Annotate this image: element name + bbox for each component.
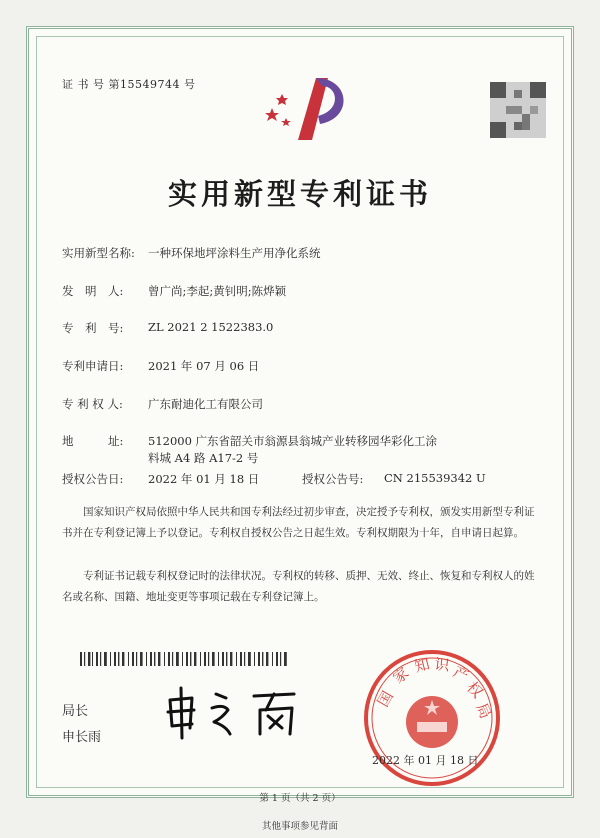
director-name: 申长雨 bbox=[62, 730, 102, 745]
address-value-line1: 512000 广东省韶关市翁源县翁城产业转移园华彩化工涂 bbox=[148, 434, 438, 448]
cnipa-logo-icon bbox=[258, 68, 358, 148]
qr-code-icon bbox=[490, 82, 546, 138]
national-emblem-icon bbox=[406, 696, 458, 748]
page-number: 第 1 页（共 2 页） bbox=[259, 793, 341, 804]
inventor-label: 发 明 人: bbox=[62, 284, 124, 298]
svg-text:家: 家 bbox=[389, 663, 413, 688]
grant-date-label: 授权公告日: bbox=[62, 472, 124, 486]
grant-number-value: CN 215539342 U bbox=[384, 471, 486, 485]
svg-text:知: 知 bbox=[412, 654, 432, 676]
paragraph-grant-statement: 国家知识产权局依照中华人民共和国专利法经过初步审查，决定授予专利权，颁发实用新型专利证书并在专利登记簿上予以登记。专利权自授权公告之日起生效。专利权期限为十年，自申请日起算。 bbox=[62, 506, 535, 539]
svg-text:局: 局 bbox=[472, 700, 495, 722]
patent-number-value: ZL 2021 2 1522383.0 bbox=[148, 320, 274, 334]
utility-name-value: 一种环保地坪涂料生产用净化系统 bbox=[148, 246, 321, 260]
patentee-label: 专 利 权 人: bbox=[62, 397, 123, 411]
certificate-number: 证 书 号 第15549744 号 bbox=[62, 78, 196, 91]
filing-date-label: 专利申请日: bbox=[62, 359, 124, 373]
patentee-value: 广东耐迪化工有限公司 bbox=[148, 397, 263, 411]
svg-text:国: 国 bbox=[373, 687, 397, 710]
paragraph-legal-status: 专利证书记载专利权登记时的法律状况。专利权的转移、质押、无效、终止、恢复和专利权人的姓名或名称、国籍、地址变更等事项记载在专利登记簿上。 bbox=[62, 570, 535, 603]
seal-date: 2022 年 01 月 18 日 bbox=[372, 754, 479, 767]
inventor-value: 曾广尚;李起;黄钊明;陈烨颖 bbox=[148, 284, 287, 298]
svg-text:识: 识 bbox=[433, 655, 451, 675]
address-value-line2: 料城 A4 路 A17-2 号 bbox=[148, 451, 259, 465]
address-label: 地 址: bbox=[62, 434, 124, 448]
director-signature bbox=[162, 684, 312, 740]
svg-text:权: 权 bbox=[463, 678, 487, 702]
back-note: 其他事项参见背面 bbox=[261, 821, 338, 832]
utility-name-label: 实用新型名称: bbox=[62, 246, 135, 260]
director-title: 局长 bbox=[62, 704, 89, 719]
barcode-icon bbox=[80, 652, 288, 666]
grant-number-label: 授权公告号: bbox=[302, 472, 364, 486]
patent-number-label: 专 利 号: bbox=[62, 321, 124, 335]
certificate-title: 实用新型专利证书 bbox=[167, 177, 432, 211]
svg-text:产: 产 bbox=[450, 662, 472, 686]
grant-date-value: 2022 年 01 月 18 日 bbox=[148, 472, 260, 486]
filing-date-value: 2021 年 07 月 06 日 bbox=[148, 359, 260, 373]
